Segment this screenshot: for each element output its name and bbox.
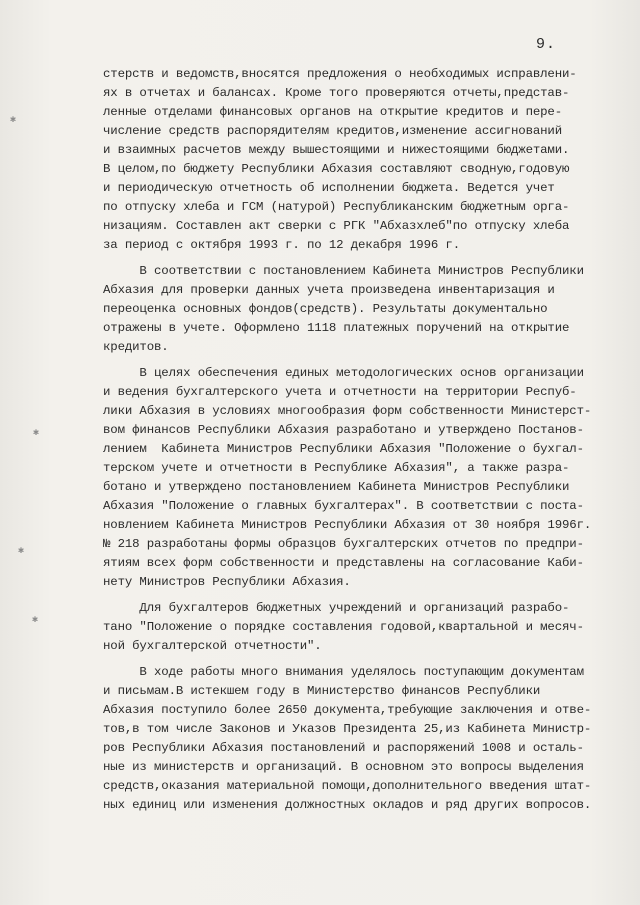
punch-hole-mark: ✱ <box>10 115 17 126</box>
page-number: 9. <box>536 36 557 53</box>
text-line: ных единиц или изменения должностных окладов и ряд других вопросов. <box>103 798 592 812</box>
text-line: Абхазия поступило более 2650 документа,требующие заключения и отве- <box>103 703 592 717</box>
text-line: по отпуску хлеба и ГСМ (натурой) Республиканским бюджетным орга- <box>103 200 570 214</box>
text-line: ные из министерств и организаций. В основном это вопросы выделения <box>103 760 584 774</box>
text-line: и взаимных расчетов между вышестоящими и нижестоящими бюджетами. <box>103 143 570 157</box>
text-line: и письмам.В истекшем году в Министерство финансов Республики <box>103 684 541 698</box>
text-line: ров Республики Абхазия постановлений и распоряжений 1008 и осталь- <box>103 741 584 755</box>
text-line: низациям. Составлен акт сверки с РГК "Абхазхлеб"по отпуску хлеба <box>103 219 570 233</box>
text-line: В ходе работы много внимания уделялось поступающим документам <box>103 665 584 679</box>
text-line: ятиям всех форм собственности и представлены на согласование Каби- <box>103 556 584 570</box>
text-line: вом финансов Республики Абхазия разработано и утверждено Постанов- <box>103 423 584 437</box>
punch-hole-mark: ✱ <box>18 546 25 557</box>
punch-hole-mark: ✱ <box>33 428 40 439</box>
text-line: Для бухгалтеров бюджетных учреждений и организаций разрабо- <box>103 601 570 615</box>
text-line: Абхазия "Положение о главных бухгалтерах". В соответствии с поста- <box>103 499 584 513</box>
text-line: Абхазия для проверки данных учета произведена инвентаризация и <box>103 283 555 297</box>
text-line: В целях обеспечения единых методологических основ организации <box>103 366 584 380</box>
text-line: новлением Кабинета Министров Республики Абхазия от 30 ноября 1996г. <box>103 518 592 532</box>
text-line: и периодическую отчетность об исполнении бюджета. Ведется учет <box>103 181 555 195</box>
text-line: средств,оказания материальной помощи,дополнительного введения штат- <box>103 779 592 793</box>
text-line: ленные отделами финансовых органов на открытие кредитов и пере- <box>103 105 562 119</box>
text-line: переоценка основных фондов(средств). Результаты документально <box>103 302 548 316</box>
text-line: за период с октября 1993 г. по 12 декабря 1996 г. <box>103 238 460 252</box>
text-line: ной бухгалтерской отчетности". <box>103 639 322 653</box>
text-line: В целом,по бюджету Республики Абхазия составляют сводную,годовую <box>103 162 570 176</box>
text-line: терском учете и отчетности в Республике Абхазия", а также разра- <box>103 461 570 475</box>
text-line: лики Абхазия в условиях многообразия форм собственности Министерст- <box>103 404 592 418</box>
text-line: тано "Положение о порядке составления годовой,квартальной и месяч- <box>103 620 584 634</box>
text-line: тов,в том числе Законов и Указов Президента 25,из Кабинета Министр- <box>103 722 592 736</box>
text-line: стерств и ведомств,вносятся предложения о необходимых исправлени- <box>103 67 577 81</box>
text-line: нету Министров Республики Абхазия. <box>103 575 351 589</box>
text-line: отражены в учете. Оформлено 1118 платежных поручений на открытие <box>103 321 570 335</box>
punch-hole-mark: ✱ <box>32 615 39 626</box>
text-line: В соответствии с постановлением Кабинета Министров Республики <box>103 264 584 278</box>
text-line: кредитов. <box>103 340 169 354</box>
text-line: ях в отчетах и балансах. Кроме того проверяются отчеты,представ- <box>103 86 570 100</box>
text-line: числение средств распорядителям кредитов,изменение ассигнований <box>103 124 562 138</box>
text-line: № 218 разработаны формы образцов бухгалтерских отчетов по предпри- <box>103 537 584 551</box>
text-line: ботано и утверждено постановлением Кабинета Министров Республики <box>103 480 570 494</box>
text-line: лением Кабинета Министров Республики Абхазия "Положение о бухгал- <box>103 442 584 456</box>
text-line: и ведения бухгалтерского учета и отчетности на территории Респуб- <box>103 385 577 399</box>
